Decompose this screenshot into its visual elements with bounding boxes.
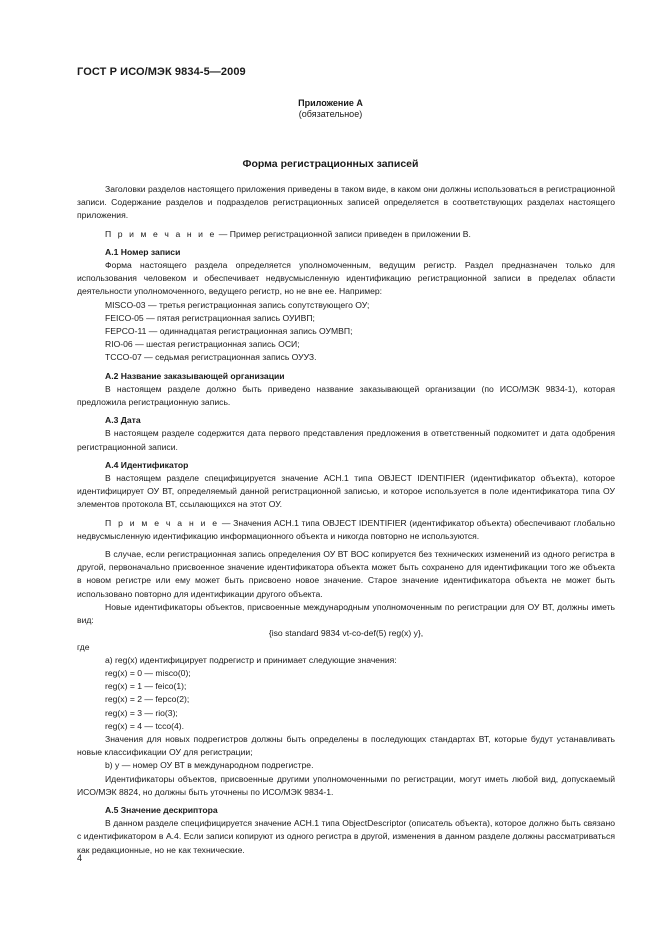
heading-a2: А.2 Название заказывающей организации [105, 370, 285, 381]
reg-value: reg(x) = 3 — rio(3); [105, 707, 178, 718]
reg-value: reg(x) = 1 — feico(1); [105, 681, 187, 692]
document-header-title: ГОСТ Р ИСО/МЭК 9834-5—2009 [77, 66, 246, 78]
annex-title: Приложение А [298, 98, 363, 108]
a2-paragraph: В настоящем разделе должно быть приведено название заказывающей организации (по ИСО/МЭК 9834-1), которая предложила регистрационную запись. [77, 383, 615, 408]
a4-paragraph-4: Значения для новых подрегистров должны быть определены в последующих стандартах ВТ, которые будут устанавливать новые классификации ОУ для регистрации; [77, 733, 615, 758]
reg-value: reg(x) = 2 — fepco(2); [105, 694, 190, 705]
heading-a4: А.4 Идентификатор [105, 459, 189, 470]
a4-paragraph-3: Новые идентификаторы объектов, присвоенные международным уполномоченным по регистрации для ОУ ВТ, должны иметь вид: [77, 601, 615, 626]
a4-note [77, 517, 615, 543]
heading-a1: А.1 Номер записи [105, 246, 181, 257]
document-body [77, 183, 615, 857]
note-text: — Значения АСН.1 типа OBJECT IDENTIFIER (идентификатор объекта) обеспечивают глобально недвусмысленную идентификацию информационного объекта и никогда повторно не используются. [77, 517, 615, 541]
page-number: 4 [77, 853, 83, 863]
note-text: — Пример регистрационной записи приведен в приложении В. [216, 228, 471, 239]
reg-value: reg(x) = 4 — tcco(4). [105, 720, 185, 731]
intro-paragraph: Заголовки разделов настоящего приложения приведены в таком виде, в каком они должны использоваться в регистрационной записи. Содержание разделов и подразделов регистрационных записей определяется в соответствующих разделах настоящего приложения. [77, 184, 615, 221]
a1-example: FEPCO-11 — одиннадцатая регистрационная запись ОУМВП; [105, 326, 353, 337]
a5-paragraph: В данном разделе специфицируется значение АСН.1 типа ObjectDescriptor (описатель объекта), которое должно быть связано с идентификатором в А.4. Если записи копируют из одного регистра в другой, изменения в данном разделе должны рассматриваться как редакционные, но не как технические. [77, 818, 615, 855]
a1-example: MISCO-03 — третья регистрационная запись сопутствующего ОУ; [105, 299, 370, 310]
annex-subtitle: (обязательное) [298, 109, 363, 119]
a4-paragraph-5: Идентификаторы объектов, присвоенные другими уполномоченными по регистрации, могут иметь любой вид, допускаемый ИСО/МЭК 8824, но должны быть уточнены по ИСО/МЭК 9834-1. [77, 773, 615, 797]
list-item-a: а) reg(x) идентифицирует подрегистр и принимает следующие значения: [105, 654, 397, 665]
a1-example: FEICO-05 — пятая регистрационная запись ОУИВП; [105, 312, 315, 323]
section-title: Форма регистрационных записей [242, 158, 419, 170]
heading-a5: А.5 Значение дескриптора [105, 804, 218, 815]
where-label: где [77, 641, 90, 652]
intro-note [77, 228, 615, 241]
note-label: П р и м е ч а н и е [105, 228, 217, 239]
a4-paragraph-2: В случае, если регистрационная запись определения ОУ ВТ ВОС копируется без технических изменений из одного регистра в другой, первоначально присвоенное значение идентификатора объекта может быть сохранено для идентификации того же объекта в новом регистре или ему может быть присвоено новое значение. Старое значение идентификатора объекта не может быть использовано повторно для идентификации другого объекта. [77, 549, 615, 599]
a1-example: RIO-06 — шестая регистрационная запись ОСИ; [105, 339, 300, 350]
oid-formula: {iso standard 9834 vt-co-def(5) reg(x) y}, [268, 628, 424, 639]
list-item-b: b) у — номер ОУ ВТ в международном подрегистре. [105, 760, 314, 771]
a1-example: TCCO-07 — седьмая регистрационная запись ОУУЗ. [105, 352, 317, 363]
a1-paragraph: Форма настоящего раздела определяется уполномоченным, ведущим регистр. Раздел предназначен только для использования человеком и обеспечивает недвусмысленную идентификацию регистрационной записи в пределах области деятельности уполномоченного, ведущего регистр, но не вне ее. Например: [77, 260, 615, 297]
note-label: П р и м е ч а н и е [105, 517, 220, 528]
a4-paragraph: В настоящем разделе специфицируется значение АСН.1 типа OBJECT IDENTIFIER (идентификатор объекта), которое идентифицирует ОУ ВТ, определяемый данной регистрационной записью, и которое используется в поле идентификатора типа ОУ элементов протокола ВТ, ссылающихся на этот ОУ. [77, 473, 615, 510]
reg-value: reg(x) = 0 — misco(0); [105, 667, 191, 678]
heading-a3: А.3 Дата [105, 415, 141, 426]
a3-paragraph: В настоящем разделе содержится дата первого представления предложения в ответственный подкомитет и дата одобрения регистрационной записи. [77, 428, 615, 452]
